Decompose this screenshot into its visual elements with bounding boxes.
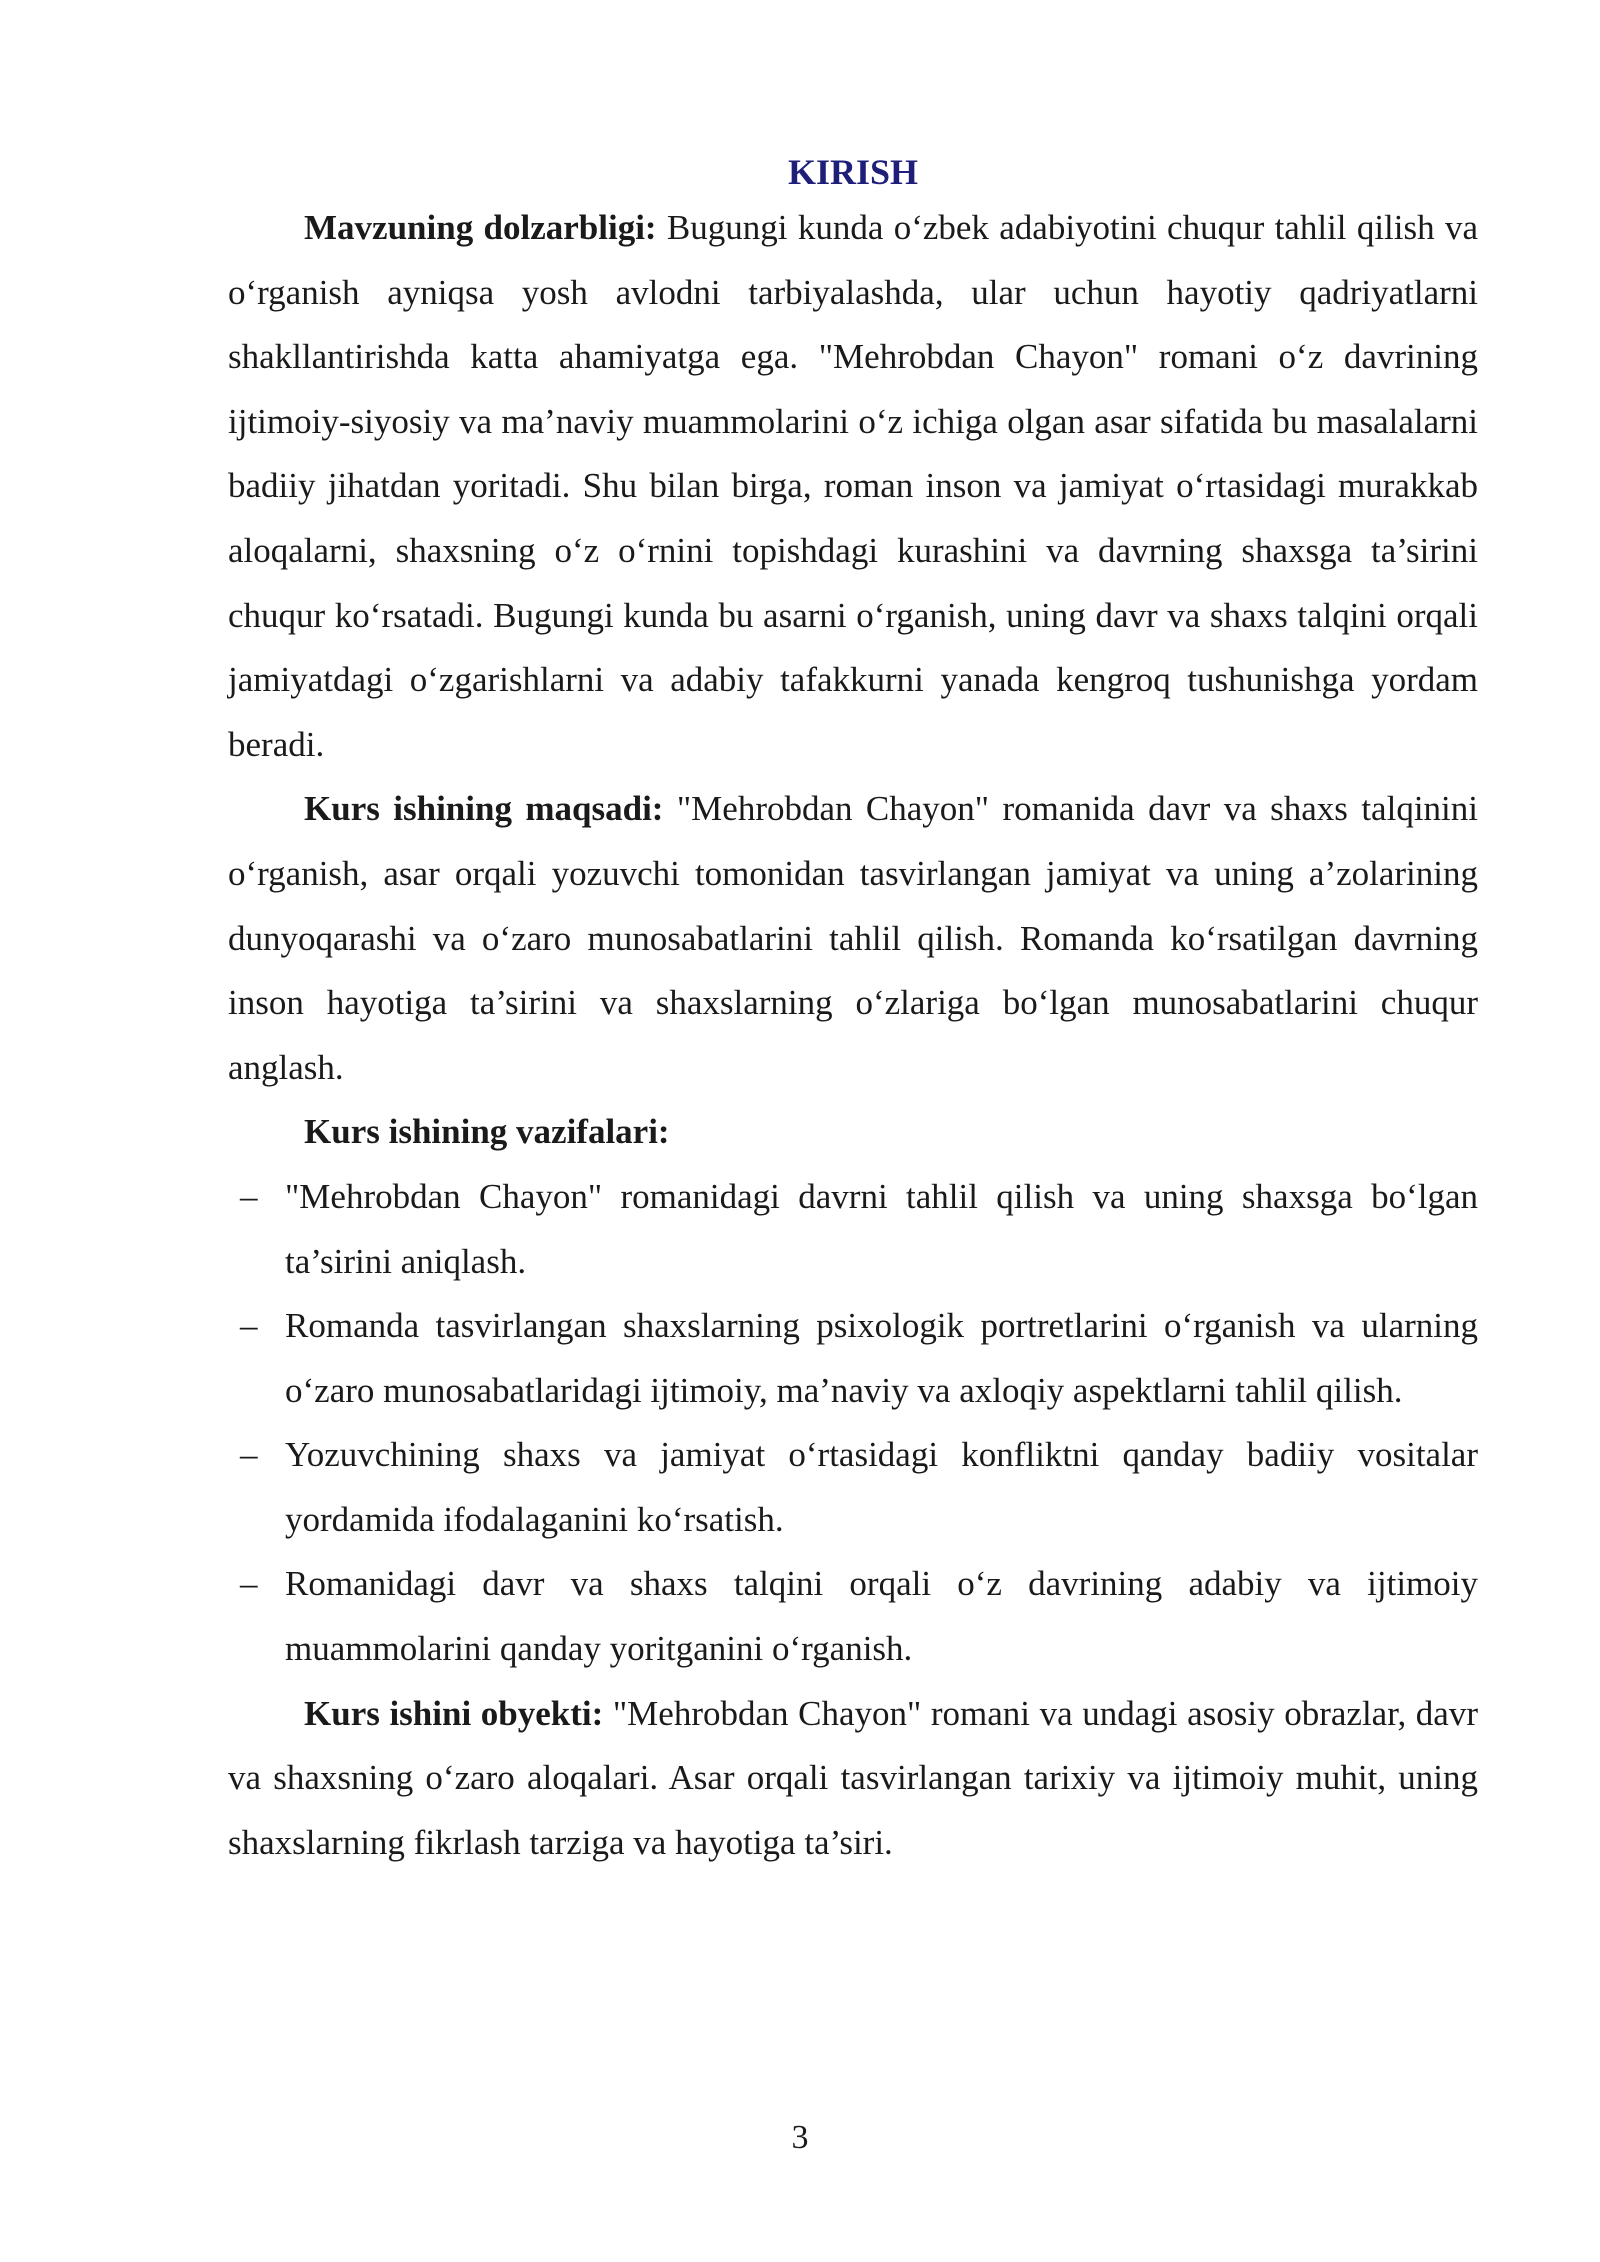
goal-label: Kurs ishining maqsadi: — [304, 789, 664, 829]
task-text: Romanda tasvirlangan shaxslarning psixologik portretlarini oʻrganish va ularning oʻzaro munosabatlaridagi ijtimoiy, ma’naviy va axloqiy aspektlarni tahlil qilish. — [285, 1306, 1478, 1410]
task-text: Romanidagi davr va shaxs talqini orqali oʻz davrining adabiy va ijtimoiy muammolarini qanday yoritganini oʻrganish. — [285, 1564, 1478, 1669]
relevance-text: Bugungi kunda oʻzbek adabiyotini chuqur tahlil qilish va oʻrganish ayniqsa yosh avlodni tarbiyalashda, ular uchun hayotiy qadriyatlarni shakllantirishda katta ahamiyatga ega. "Mehrobdan Chayon" romani oʻz davrining ijtimoiy-siyosiy va ma’naviy muammolarini oʻz ichiga olgan asar sifatida bu masalalarni badiiy jihatdan yoritadi. Shu bilan birga, roman inson va jamiyat oʻrtasidagi murakkab aloqalarni, shaxsning oʻz oʻrnini topishdagi kurashini va davrning shaxsga ta’sirini chuqur koʻrsatadi. Bugungi kunda bu asarni oʻrganish, uning davr va shaxs talqini orqali jamiyatdagi oʻzgarishlarni va adabiy tafakkurni yanada kengroq tushunishga yordam beradi. — [228, 208, 1478, 764]
object-text: "Mehrobdan Chayon" romani va undagi asosiy obrazlar, davr va shaxsning oʻzaro aloqalari. Asar orqali tasvirlangan tarixiy va ijtimoiy muhit, uning shaxslarning fikrlash tarziga va hayotiga ta’siri. — [228, 1693, 1478, 1862]
dash-bullet: – — [240, 1176, 258, 1216]
tasks-list — [228, 1165, 1478, 1682]
task-text: Yozuvchining shaxs va jamiyat oʻrtasidagi konfliktni qanday badiiy vositalar yordamida ifodalaganini koʻrsatish. — [285, 1435, 1478, 1539]
dash-bullet: – — [240, 1435, 258, 1475]
page-number: 3 — [791, 2119, 809, 2156]
goal-text: "Mehrobdan Chayon" romanida davr va shaxs talqinini oʻrganish, asar orqali yozuvchi tomonidan tasvirlangan jamiyat va uning a’zolarining dunyoqarashi va oʻzaro munosabatlarini tahlil qilish. Romanda koʻrsatilgan davrning inson hayotiga ta’sirini va shaxslarning oʻzlariga boʻlgan munosabatlarini chuqur anglash. — [228, 789, 1478, 1087]
relevance-paragraph — [228, 196, 1478, 777]
task-item — [228, 1552, 1478, 1681]
dash-bullet: – — [240, 1306, 258, 1346]
task-item — [228, 1423, 1478, 1552]
dash-bullet: – — [240, 1564, 258, 1604]
goal-paragraph — [228, 777, 1478, 1100]
object-label: Kurs ishini obyekti: — [304, 1693, 604, 1733]
tasks-heading: Kurs ishining vazifalari: — [304, 1112, 670, 1152]
object-paragraph — [228, 1682, 1478, 1876]
relevance-label: Mavzuning dolzarbligi: — [304, 208, 657, 247]
task-item — [228, 1294, 1478, 1423]
page-content — [228, 148, 1478, 1875]
task-item — [228, 1165, 1478, 1294]
task-text: "Mehrobdan Chayon" romanidagi davrni tahlil qilish va uning shaxsga boʻlgan ta’sirini aniqlash. — [285, 1176, 1478, 1281]
page-heading: KIRISH — [787, 152, 919, 192]
